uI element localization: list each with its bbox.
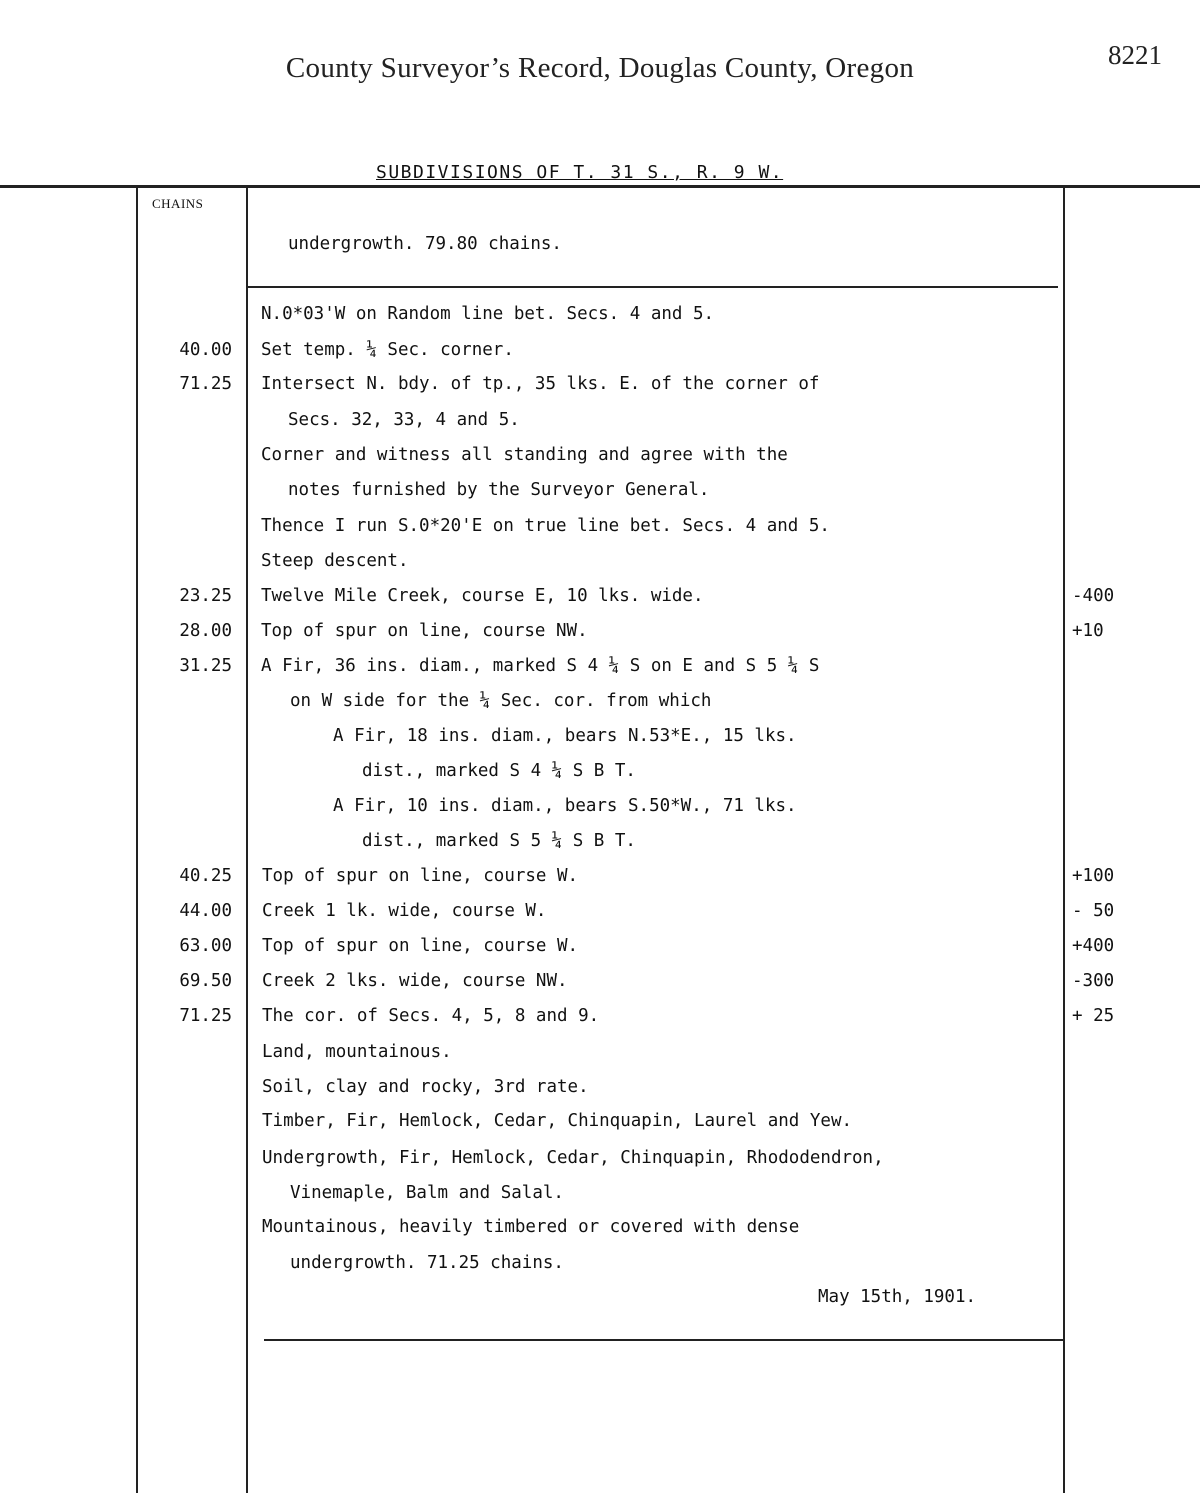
line-text: dist., marked S 4 ¼ S B T. [362, 761, 636, 781]
line-text: The cor. of Secs. 4, 5, 8 and 9. [262, 1006, 600, 1026]
chain-value: 69.50 [179, 971, 232, 991]
chain-value: 44.00 [179, 901, 232, 921]
top-rule [0, 185, 1200, 188]
chain-value: 28.00 [179, 621, 232, 641]
chains-column-header: CHAINS [152, 196, 204, 211]
line-text: Undergrowth, Fir, Hemlock, Cedar, Chinquapin, Rhododendron, [262, 1148, 884, 1168]
page-number: 8221 [1108, 40, 1162, 70]
line-text: Mountainous, heavily timbered or covered with dense [262, 1217, 800, 1237]
line-text: Top of spur on line, course W. [262, 866, 579, 886]
chains-column-line [246, 188, 248, 1493]
elevation-value: + 25 [1072, 1006, 1115, 1026]
section-divider [246, 286, 1058, 288]
elevation-value: +100 [1072, 866, 1115, 886]
line-text: A Fir, 36 ins. diam., marked S 4 ¼ S on E and S 5 ¼ S [261, 656, 820, 676]
elevation-value: -300 [1072, 971, 1115, 991]
page-title: County Surveyor’s Record, Douglas County, Oregon [285, 52, 915, 84]
line-text: Land, mountainous. [262, 1042, 452, 1062]
elevation-value: - 50 [1072, 901, 1115, 921]
line-text: N.0*03'W on Random line bet. Secs. 4 and 5. [261, 304, 715, 324]
line-text: undergrowth. 79.80 chains. [288, 234, 562, 254]
chain-value: 31.25 [179, 656, 232, 676]
elevation-column-line [1063, 188, 1065, 1493]
line-text: Secs. 32, 33, 4 and 5. [288, 410, 520, 430]
line-text: Intersect N. bdy. of tp., 35 lks. E. of the corner of [261, 374, 820, 394]
line-text: Steep descent. [261, 551, 409, 571]
line-text: Soil, clay and rocky, 3rd rate. [262, 1077, 589, 1097]
line-text: Top of spur on line, course W. [262, 936, 579, 956]
line-text: Twelve Mile Creek, course E, 10 lks. wide. [261, 586, 704, 606]
line-text: undergrowth. 71.25 chains. [290, 1253, 564, 1273]
line-text: Corner and witness all standing and agree with the [261, 445, 788, 465]
chain-value: 71.25 [179, 374, 232, 394]
line-text: Thence I run S.0*20'E on true line bet. Secs. 4 and 5. [261, 516, 830, 536]
left-margin-line [136, 188, 138, 1493]
line-text: Creek 1 lk. wide, course W. [262, 901, 547, 921]
chain-value: 40.00 [179, 340, 232, 360]
section-subtitle: SUBDIVISIONS OF T. 31 S., R. 9 W. [376, 162, 784, 183]
chain-value: 71.25 [179, 1006, 232, 1026]
chain-value: 23.25 [179, 586, 232, 606]
chain-value: 63.00 [179, 936, 232, 956]
elevation-value: -400 [1072, 586, 1115, 606]
line-text: May 15th, 1901. [818, 1287, 977, 1307]
line-text: Set temp. ¼ Sec. corner. [261, 340, 514, 360]
line-text: Top of spur on line, course NW. [261, 621, 588, 641]
line-text: Vinemaple, Balm and Salal. [290, 1183, 564, 1203]
line-text: Timber, Fir, Hemlock, Cedar, Chinquapin, Laurel and Yew. [262, 1111, 853, 1131]
end-divider [264, 1339, 1064, 1341]
elevation-value: +400 [1072, 936, 1115, 956]
line-text: on W side for the ¼ Sec. cor. from which [290, 691, 712, 711]
chain-value: 40.25 [179, 866, 232, 886]
line-text: A Fir, 18 ins. diam., bears N.53*E., 15 lks. [333, 726, 797, 746]
elevation-value: +10 [1072, 621, 1104, 641]
line-text: notes furnished by the Surveyor General. [288, 480, 710, 500]
line-text: dist., marked S 5 ¼ S B T. [362, 831, 636, 851]
line-text: A Fir, 10 ins. diam., bears S.50*W., 71 lks. [333, 796, 797, 816]
line-text: Creek 2 lks. wide, course NW. [262, 971, 568, 991]
